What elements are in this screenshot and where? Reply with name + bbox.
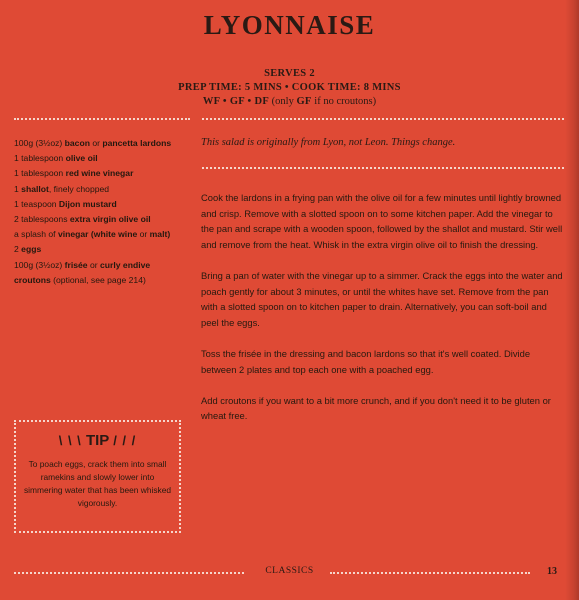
tip-heading [16,432,179,449]
ingredient-text: bacon [64,138,90,148]
diet-note-bold: GF [296,96,312,107]
ingredient-item [14,273,189,288]
serves-label: SERVES 2 [264,68,315,79]
ingredient-text: curly endive [100,259,151,270]
diet-badges: WF • GF • DF [202,96,270,107]
ingredient-text: eggs [21,244,42,255]
ingredient-text: 2 [14,244,22,255]
ingredient-item [14,212,189,227]
ingredient-text: 1 [14,183,22,194]
divider-top-right [202,118,564,120]
ingredients-list [14,136,189,288]
ingredient-item [14,151,189,166]
ingredient-text: 1 teaspoon [14,198,59,209]
section-label: CLASSICS [265,566,314,576]
tip-box [14,420,181,533]
ingredient-text: vinegar (white wine [57,229,138,240]
method-step: Toss the frisée in the dressing and bacon lardons so that it's well coated. Divide between 2 plates and top each one with a poached egg. [201,347,531,375]
recipe-title: LYONNAISE [203,10,376,40]
ingredient-text: olive oil [65,153,98,164]
recipe-intro: This salad is originally from Lyon, not Leon. Things change. [201,137,456,148]
page-fold-shadow [565,0,579,600]
ingredient-text: (optional, see page 214) [50,274,146,285]
ingredient-text: 100g (3½oz) [14,259,65,270]
ingredient-text: or [89,138,103,148]
ingredient-text: malt) [149,229,171,240]
divider-footer-right [330,572,530,574]
ingredient-item [14,197,189,212]
ingredient-text: 2 tablespoons [14,214,70,225]
ingredient-item [14,227,189,242]
times-label: PREP TIME: 5 MINS • COOK TIME: 8 MINS [178,82,401,93]
diet-line [0,95,579,109]
ingredient-text: 100g (3½oz) [14,138,65,148]
ingredient-text: croutons [14,274,51,285]
diet-note-post: if no croutons) [311,96,377,107]
ingredient-text: , finely chopped [48,183,110,194]
method-step: Bring a pan of water with the vinegar up to a simmer. Crack the eggs into the water and poach gently for about 3 minutes, or until the whites have set. Remove from the pan with a slotted spoon on to kitchen paper to drain. Alternatively, you can soft-boil and peel the eggs. [201,269,563,328]
ingredient-text: frisée [64,259,88,270]
ingredient-text: Dijon mustard [58,198,117,209]
divider-intro [202,167,564,169]
ingredient-item [14,136,189,151]
diet-note-pre: (only [271,96,297,107]
ingredient-text: or [87,259,100,270]
method-section [201,190,563,440]
ingredient-item [14,258,189,273]
ingredient-item [14,166,189,181]
divider-top-left [14,118,190,120]
method-step: Cook the lardons in a frying pan with the olive oil for a few minutes until lightly browned and crisp. Remove with a slotted spoon on to some kitchen paper. Add the vinegar to the pan and scrape with a wooden spoon, followed by the shallot and mustard. Stir well and remove from the heat. Whisk in the extra virgin olive oil to finish the dressing. [201,192,563,250]
method-step: Add croutons if you want to a bit more crunch, and if you don't need it to be gluten or wheat free. [201,394,551,422]
ingredient-text: extra virgin olive oil [69,214,151,225]
ingredient-item [14,182,189,197]
ingredient-text: a splash of [14,229,58,240]
ingredient-text: 1 tablespoon [14,168,66,179]
ingredient-item [14,242,189,257]
tip-marks-left: \ \ \ [58,433,82,448]
ingredient-text: pancetta lardons [102,138,172,148]
ingredient-text: shallot [21,183,49,194]
page-number: 13 [547,566,557,577]
tip-marks-right: / / / [113,433,137,448]
tip-title: TIP [85,432,110,449]
tip-text: To poach eggs, crack them into small ramekins and slowly lower into simmering water that has been whisked vigorously. [23,459,172,508]
ingredient-text: red wine vinegar [65,168,134,179]
ingredient-text: 1 tablespoon [14,153,66,164]
recipe-meta [0,67,579,109]
ingredient-text: or [137,229,150,240]
